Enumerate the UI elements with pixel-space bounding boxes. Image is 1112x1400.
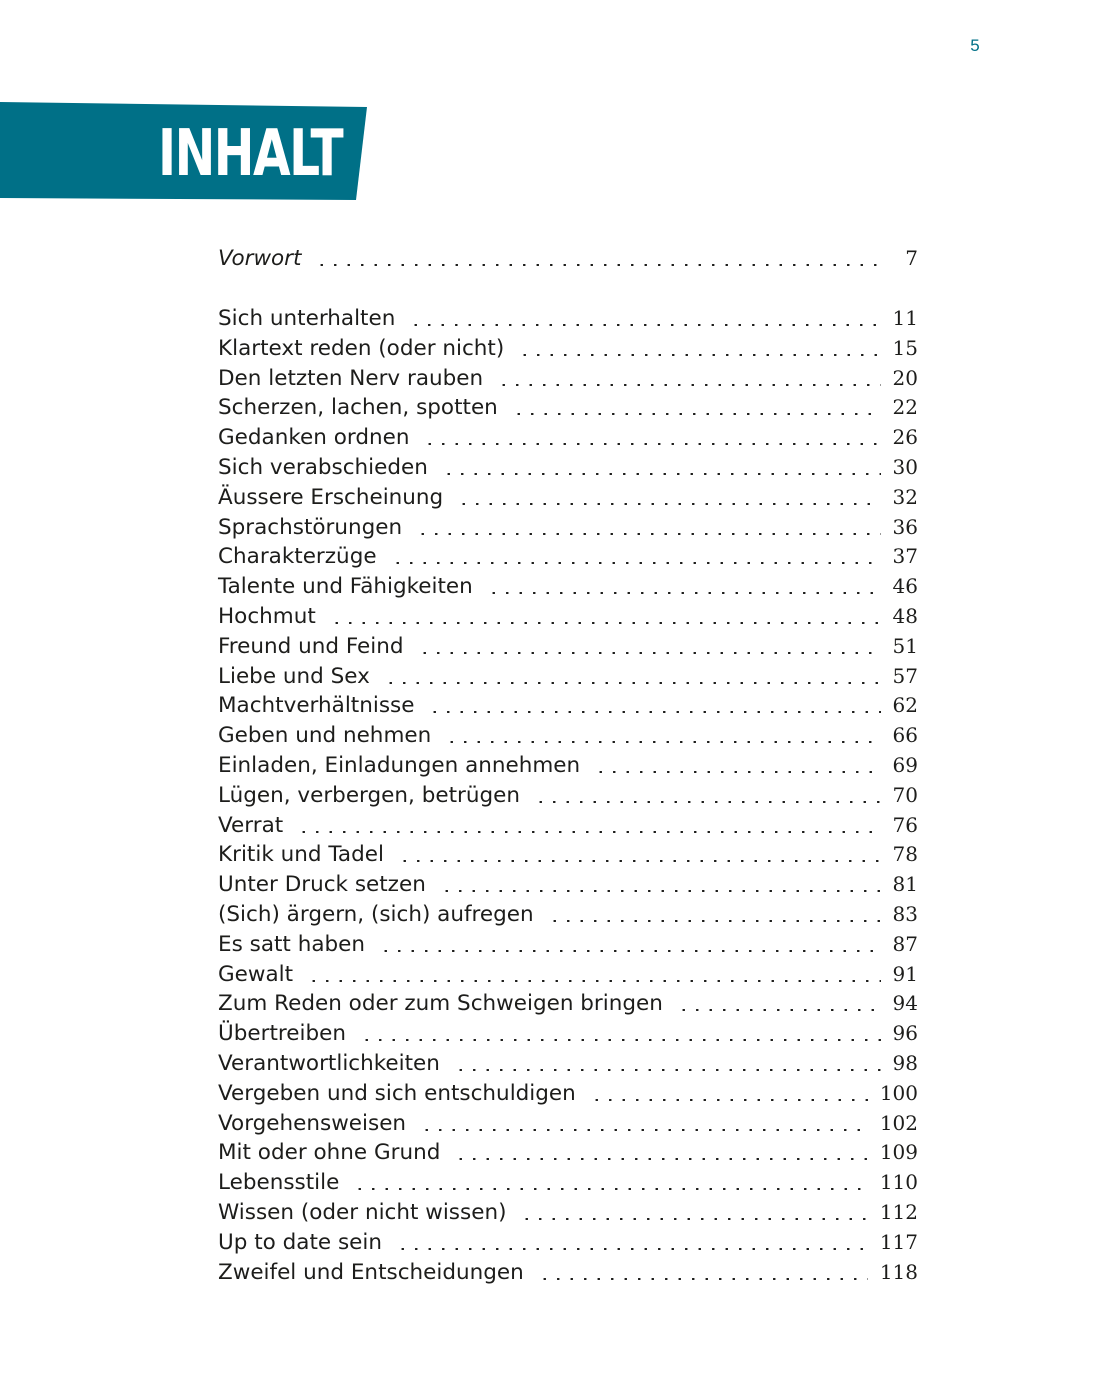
toc-entry[interactable]	[218, 929, 918, 959]
toc-entry[interactable]	[218, 422, 918, 452]
toc-entry[interactable]	[218, 988, 918, 1018]
toc-entry-page: 109	[879, 1140, 918, 1165]
toc-entry-page: 46	[892, 574, 918, 599]
dot-leader	[416, 533, 880, 535]
toc-entry-page: 22	[892, 395, 918, 420]
toc-entry-title: Liebe und Sex	[218, 663, 370, 689]
toc-entry-page: 11	[892, 306, 918, 330]
toc-entry[interactable]	[218, 959, 918, 989]
toc-entry[interactable]	[218, 1108, 918, 1138]
toc-entry-title: Hochmut	[218, 604, 316, 629]
dot-leader	[307, 980, 880, 982]
toc-entry-title: Übertreiben	[218, 1021, 346, 1047]
toc-entry-page: 69	[892, 753, 918, 777]
dot-leader	[353, 1188, 867, 1190]
toc-entry-title: Sich verabschieden	[218, 455, 428, 480]
toc-entry-page: 110	[879, 1170, 918, 1195]
dot-leader	[398, 860, 881, 862]
toc-entry-page: 57	[892, 663, 918, 688]
toc-entry-page: 102	[879, 1110, 918, 1135]
toc-entry[interactable]	[218, 392, 918, 422]
toc-entry-foreword[interactable]	[218, 243, 918, 273]
toc-entry[interactable]	[218, 1137, 918, 1167]
toc-entry[interactable]	[218, 1227, 918, 1257]
toc-entry[interactable]	[218, 631, 918, 661]
toc-entry-title: Sprachstörungen	[218, 514, 403, 540]
toc-entry[interactable]	[218, 1167, 918, 1197]
dot-leader	[442, 473, 881, 475]
toc-entry-page: 37	[892, 544, 918, 569]
toc-entry-title: Vergeben und sich entschuldigen	[218, 1080, 576, 1106]
toc-entry-page: 118	[879, 1259, 918, 1284]
dot-leader	[384, 682, 881, 684]
toc-entry[interactable]	[218, 452, 918, 482]
toc-entry[interactable]	[218, 363, 918, 393]
toc-entry-title: Geben und nehmen	[218, 723, 432, 749]
toc-entry-page: 83	[892, 902, 918, 926]
toc-entry-page: 91	[892, 961, 918, 986]
toc-entry-page: 7	[905, 246, 918, 270]
toc-entry-page: 78	[892, 842, 918, 867]
page-title: INHALT	[158, 117, 343, 191]
toc-entry-page: 112	[879, 1200, 918, 1224]
toc-entry-page: 20	[892, 365, 918, 390]
toc-entry[interactable]	[218, 810, 918, 840]
dot-leader	[487, 592, 881, 594]
toc-entry-page: 70	[892, 782, 918, 807]
dot-leader	[315, 264, 882, 266]
toc-entry-title: Es satt haben	[218, 931, 365, 957]
toc-entry-page: 48	[892, 604, 918, 628]
toc-entry-page: 66	[892, 723, 918, 748]
toc-entry-title: Vorgehensweisen	[218, 1110, 407, 1136]
dot-leader	[520, 1218, 867, 1220]
toc-entry-title: Up to date sein	[218, 1229, 382, 1255]
dot-leader	[594, 771, 880, 773]
dot-leader	[391, 562, 881, 564]
toc-entry-page: 15	[892, 335, 918, 360]
toc-entry-page: 81	[892, 872, 918, 897]
dot-leader	[538, 1278, 868, 1280]
toc-entry-page: 87	[892, 931, 918, 956]
dot-leader	[457, 503, 880, 505]
toc-entry-title: Gedanken ordnen	[218, 425, 410, 451]
toc-entry-title: Sich unterhalten	[218, 306, 396, 331]
toc-entry-title: Charakterzüge	[218, 544, 377, 570]
toc-entry-page: 32	[892, 484, 918, 509]
dot-leader	[409, 324, 880, 326]
dot-leader	[428, 711, 880, 713]
toc-entry-title: Freund und Feind	[218, 633, 404, 659]
dot-leader	[396, 1248, 868, 1250]
toc-entry[interactable]	[218, 869, 918, 899]
dot-leader	[534, 801, 881, 803]
toc-entry-title: Gewalt	[218, 961, 294, 987]
dot-leader	[518, 354, 880, 356]
toc-entry-page: 36	[892, 514, 918, 539]
toc-entry-title: Lügen, verbergen, betrügen	[218, 782, 520, 808]
toc-entry-page: 30	[892, 455, 918, 479]
toc-entry-title: Vorwort	[218, 246, 302, 271]
toc-entry[interactable]	[218, 482, 918, 512]
toc-entry[interactable]	[218, 1048, 918, 1078]
toc-entry[interactable]	[218, 1257, 918, 1287]
toc-entry-page: 96	[892, 1021, 918, 1046]
dot-leader	[379, 950, 881, 952]
toc-entry-page: 117	[879, 1229, 918, 1254]
toc-entry-page: 51	[892, 633, 918, 658]
toc-entry[interactable]	[218, 780, 918, 810]
toc-entry-title: Verantwortlichkeiten	[218, 1051, 440, 1076]
dot-leader	[360, 1039, 881, 1041]
toc-entry[interactable]	[218, 512, 918, 542]
toc-entry-page: 98	[892, 1051, 918, 1075]
dot-leader	[497, 384, 880, 386]
toc-entry-page: 76	[892, 812, 918, 837]
toc-entry[interactable]	[218, 333, 918, 363]
toc-entry-page: 62	[892, 693, 918, 718]
dot-leader	[512, 413, 881, 415]
toc-entry-title: Unter Druck setzen	[218, 872, 426, 898]
toc-entry-title: Kritik und Tadel	[218, 842, 384, 868]
toc-entry[interactable]	[218, 750, 918, 780]
toc-entry[interactable]	[218, 1018, 918, 1048]
dot-leader	[418, 652, 881, 654]
toc-entry[interactable]	[218, 1197, 918, 1227]
toc-entry[interactable]	[218, 601, 918, 631]
toc-entry-page: 100	[879, 1080, 918, 1105]
dot-leader	[677, 1009, 881, 1011]
toc-entry-title: Talente und Fähigkeiten	[218, 574, 473, 600]
toc-entry-title: Einladen, Einladungen annehmen	[218, 753, 581, 778]
toc-entry-page: 26	[892, 425, 918, 450]
dot-leader	[420, 1129, 868, 1131]
toc-entry[interactable]	[218, 661, 918, 691]
toc-entry-title: Machtverhältnisse	[218, 693, 415, 719]
toc-entry[interactable]	[218, 839, 918, 869]
dot-leader	[454, 1069, 881, 1071]
toc-entry[interactable]	[218, 541, 918, 571]
toc-entry-title: Zum Reden oder zum Schweigen bringen	[218, 991, 663, 1017]
toc-entry-title: Verrat	[218, 812, 284, 838]
dot-leader	[590, 1099, 868, 1101]
dot-leader	[423, 443, 880, 445]
dot-leader	[548, 920, 881, 922]
toc-entry-title: Mit oder ohne Grund	[218, 1140, 441, 1166]
dot-leader	[297, 831, 880, 833]
dot-leader	[445, 741, 880, 743]
dot-leader	[454, 1158, 867, 1160]
toc-entry[interactable]	[218, 720, 918, 750]
toc-entry-title: Klartext reden (oder nicht)	[218, 335, 505, 361]
toc-entry-title: Scherzen, lachen, spotten	[218, 395, 498, 421]
toc-entry-title: Zweifel und Entscheidungen	[218, 1259, 524, 1285]
toc-entry-title: Lebensstile	[218, 1170, 340, 1196]
dot-leader	[440, 890, 881, 892]
toc-entry-title: Wissen (oder nicht wissen)	[218, 1200, 507, 1225]
toc-entry[interactable]	[218, 303, 918, 333]
toc-entry-title: Äussere Erscheinung	[218, 484, 444, 510]
toc-entry[interactable]	[218, 1078, 918, 1108]
toc-entry-title: (Sich) ärgern, (sich) aufregen	[218, 902, 534, 927]
toc-entry-title: Den letzten Nerv rauben	[218, 365, 484, 391]
page-number: 5	[970, 36, 980, 55]
toc-entry[interactable]	[218, 899, 918, 929]
toc-entry[interactable]	[218, 690, 918, 720]
toc-entry[interactable]	[218, 571, 918, 601]
toc-entry-page: 94	[892, 991, 918, 1016]
dot-leader	[330, 622, 881, 624]
